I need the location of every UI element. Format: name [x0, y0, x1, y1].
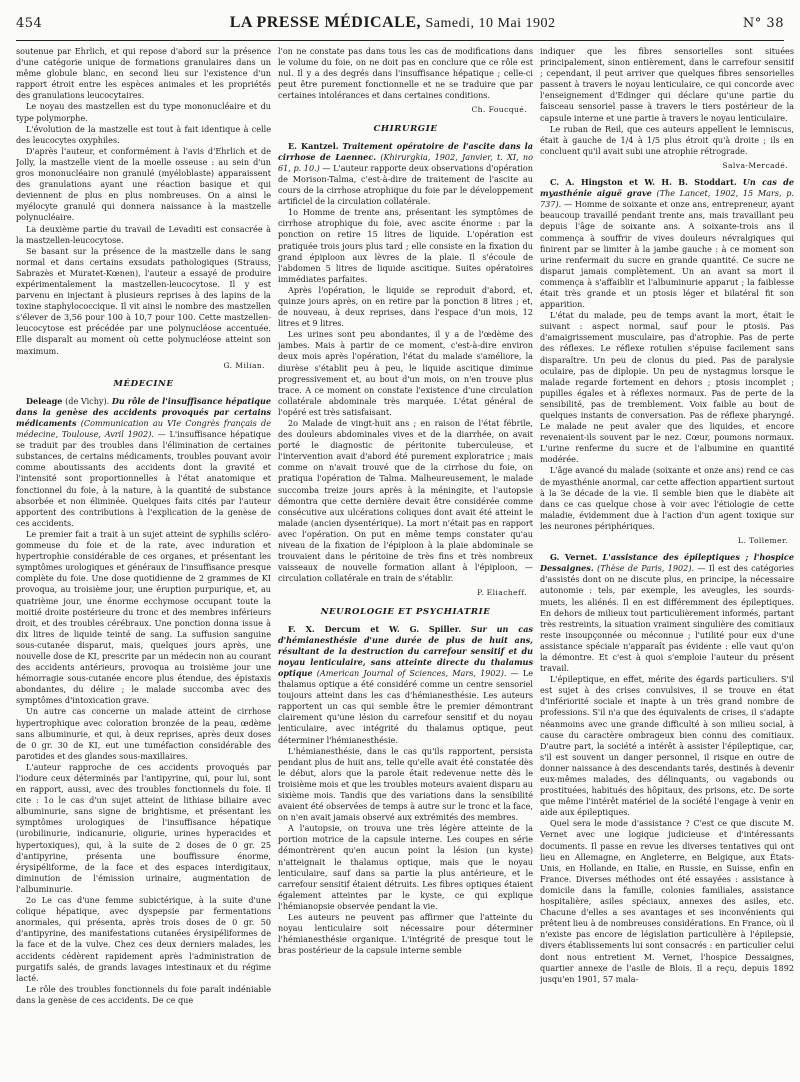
- paragraph: Un autre cas concerne un malade atteint de cirrhose hypertrophique avec coloration bronzée de la peau, œdème sans albuminurie, et qui, à deux reprises, après deux doses de 0 gr. 30 de KI, eut une tuméfaction considérable des parotides et des glandes sous-maxillaires.: [16, 706, 271, 761]
- article-author: F. X. Dercum et W. G. Spiller.: [288, 623, 462, 634]
- paragraph: Se basant sur la présence de la mastzelle dans le sang normal et dans certains exsudats pathologiques (Strauss, Sabrazès et Muratet-Kœnen), l'auteur a essayé de produire expérimentalement la mastzellen-leucocytose. Il y est parvenu en injectant à plusieurs reprises à des lapins de la toxine staphylococcique. Il vit ainsi le nombre des mastzellen s'élever de 3,56 pour 100 à 10,7 pour 100. Cette mastzellen-leucocytose est précédée par une polynucléose accentuée. Elle disparaît au moment où cette polynucléose atteint son maximum.: [16, 245, 271, 356]
- article-author: E. Kantzel.: [288, 140, 339, 151]
- paragraph: Quel sera le mode d'assistance ? C'est ce que discute M. Vernet avec une logique judicieuse et d'intéressants documents. Il passe en revue les diverses tentatives qui ont lieu en Allemagne, en Angleterre, en Belgique, aux États-Unis, en Hollande, en Italie, en Russie, en Suisse, enfin en France. Diverses méthodes ont été essayées : assistance à domicile dans la famille, colonies familiales, assistance hospitalière, asiles spéciaux, annexes des asiles, etc. Chacune d'elles a ses avantages et ses inconvénients qui prêtent lieu à de nombreuses considérations. En France, où il n'existe pas encore de législation particulière à l'épilepsie, divers établissements lui sont consacrés : en particulier celui dont nous entretient M. Vernet, l'hospice Dessaignes, quartier annexe de l'asile de Blois. Il a reçu, depuis 1892 jusqu'en 1901, 57 mala-: [540, 818, 794, 984]
- article-author: C. A. Hingston et W. H. B. Stoddart.: [550, 177, 737, 188]
- article-citation: (Khirurgkia, 1902, Janvier, t. XI, no 61, p. 10.): [278, 151, 533, 173]
- paragraph: La deuxième partie du travail de Levaditi est consacrée à la mastzellen-leucocytose.: [16, 223, 271, 245]
- paragraph: Les urines sont peu abondantes, il y a de l'œdème des jambes. Mais à partir de ce moment, c'est-à-dire environ deux mois après l'opération, l'état du malade s'améliore, la diurèse s'établit peu à peu, le liquide ascitique diminue progressivement et, au bout d'un mois, on n'en trouve plus trace. A ce moment on constate l'existence d'une circulation collatérale abdominale très marquée. L'état général de l'opéré est très satisfaisant.: [278, 329, 533, 417]
- article-title: Du rôle de l'insuffisance hépatique dans la genèse des accidents provoqués par certains médicaments: [16, 395, 271, 428]
- paragraph: L'évolution de la mastzelle est tout à fait identique à celle des leucocytes oxyphiles.: [16, 123, 271, 145]
- article-author: G. Vernet.: [550, 552, 598, 563]
- article-citation: (Thèse de Paris, 1902).: [597, 563, 695, 574]
- paragraph: 2o Le cas d'une femme subictérique, à la suite d'une colique hépatique, avec dyspepsie par fermentations anormales, qui présenta, après trois doses de 0 gr. 50 d'antipyrine, des manifestations cutanées érysipéliformes de la face et de la vulve. Chez ces deux derniers malades, les accidents cédèrent rapidement après l'administration de purgatifs salés, de grands lavages intestinaux et du régime lacté.: [16, 895, 271, 983]
- paragraph: Les auteurs ne peuvent pas affirmer que l'atteinte du noyau lenticulaire soit nécessaire pour déterminer l'hémianesthésie organique. L'intégrité de presque tout le bras postérieur de la capsule interne semble: [278, 912, 533, 956]
- paragraph: 2o Malade de vingt-huit ans ; en raison de l'état fébrile, des douleurs abdominales vives et de la diarrhée, on avait porté le diagnostic de péritonite tuberculeuse, et l'intervention avait d'abord été purement exploratrice ; mais comme on n'avait trouvé que de la cirrhose du foie, on pratiqua l'opération de Talma. Malheureusement, le malade succomba treize jours après à la méningite, et l'autopsie démontra que cette dernière devait être considérée comme consécutive aux ulcérations coliques dont avait été atteint le malade (ancien dysentérique). La mort n'était pas en rapport avec l'opération. On put en même temps constater qu'au niveau de la fixation de l'épiploon à la plaie abdominale se trouvaient dans le péritoine de très fins et très nombreux vaisseaux de nouvelle formation allant à l'épiploon, — circulation collatérale en train de s'établir.: [278, 418, 533, 584]
- article-title: Un cas de myasthénie aiguë grave: [540, 177, 794, 199]
- author-signature: L. Tollemer.: [738, 536, 788, 546]
- paragraph: Le rôle des troubles fonctionnels du foie paraît indéniable dans la genèse de ces accidents. De ce que: [16, 983, 271, 1005]
- page-number: 454: [16, 16, 43, 31]
- paragraph: soutenue par Ehrlich, et qui repose d'abord sur la présence d'une catégorie unique de formations granulaires dans un même globule blanc, en second lieu sur l'existence d'un rapport étroit entre les espèces animales et les propriétés des granulations leucocytaires.: [16, 46, 271, 101]
- paragraph: L'hémianesthésie, dans le cas qu'ils rapportent, persista pendant plus de huit ans, telle qu'elle avait été constatée dès le début, alors que la parole était redevenue nette dès le troisième mois et que les troubles moteurs avaient disparu au sixième mois. Tandis que des variations dans la sensibilité avaient été observées de temps à autre sur le tronc et la face, on n'en avait jamais observé aux extrémités des membres.: [278, 745, 533, 823]
- article-text: — L'auteur rapporte deux observations d'opération de Morison-Talma, c'est-à-dire de traitement de l'ascite au cours de la cirrhose atrophique du foie par le développement artificiel de la circulation collatérale.: [278, 162, 533, 207]
- section-heading: CHIRURGIE: [373, 123, 438, 134]
- paragraph: L'épileptique, en effet, mérite des égards particuliers. S'il est sujet à des crises convulsives, il se trouve en état d'infériorité sociale et inapte à un très grand nombre de professions. S'il n'a que des équivalents de crises, il s'adapte néanmoins avec une grande difficulté à son milieu social, à cause du caractère ombrageux bien connu des comitiaux. D'autre part, la société a intérêt à assister l'épileptique, car, s'il est souvent un danger personnel, il risque en outre de donner naissance à des descendants tarés, destinés à devenir eux-mêmes malades, des délinquants, ou vagabonds ou prostituées, habitués des hôpitaux, des prisons, etc. De sorte que même l'intérêt matériel de la société l'engage à venir en aide aux épileptiques.: [540, 674, 794, 818]
- section-heading: MÉDECINE: [113, 378, 174, 389]
- author-signature: Ch. Foucqué.: [471, 105, 527, 115]
- article-title: Sur un cas d'hémianesthésie d'une durée de plus de huit ans, résultant de la destruction du carrefour sensitif et du noyau lenticulaire, sans atteinte directe du thalamus optique: [278, 623, 533, 678]
- paragraph: l'on ne constate pas dans tous les cas de modifications dans le volume du foie, on ne doit pas en conclure que ce rôle est nul. Il y a des degrés dans l'insuffisance hépatique ; celle-ci peut être purement fonctionnelle et ne se traduire que par certaines intolérances et dans certaines conditions.: [278, 46, 533, 101]
- issue-date: Samedi, 10 Mai 1902: [425, 16, 556, 31]
- paragraph: A l'autopsie, on trouva une très légère atteinte de la portion motrice de la capsule interne. Les coupes en série démontrèrent qu'en aucun point la lésion (un kyste) n'atteignait le thalamus optique, mais que le noyau lenticulaire, sauf dans sa partie la plus antérieure, et le carrefour sensitif étaient détruits. Les fibres optiques étaient également atteintes par le kyste, ce qui explique l'hémianopsie observée pendant la vie.: [278, 823, 533, 911]
- article-text: — Le thalamus optique a été considéré comme un centre sensoriel toujours atteint dans les cas d'hémianesthésie. Les auteurs rapportent un cas qui semble être le premier démontrant clairement qu'une lésion du carrefour sensitif et du noyau lenticulaire, avec intégrité du thalamus optique, peut déterminer l'hémianesthésie.: [278, 667, 533, 745]
- article-text: — Homme de soixante et onze ans, entrepreneur, ayant beaucoup travaillé pendant trente ans, mais travaillant peu depuis l'âge de soixante ans. A soixante-trois ans il commença à souffrir de vives douleurs névralgiques qui finirent par se limiter à la jambe gauche : à ce moment son urine renfermait du sucre en grande quantité. Ce sucre ne disparut jamais complètement. Un an avant sa mort il commença à s'affaiblir et l'albuminurie apparut ; la faiblesse était très grande et un ptosis léger et bilatéral fit son apparition.: [540, 199, 794, 310]
- paragraph: L'âge avancé du malade (soixante et onze ans) rend ce cas de myasthénie anormal, car cette affection appartient surtout à la 3e décade de la vie. Il semble bien que le diabète ait dans ce cas quelque chose à voir avec l'étiologie de cette maladie, évidemment due à l'action d'un agent toxique sur les neurones périphériques.: [540, 465, 794, 531]
- column-2: [278, 46, 533, 1078]
- paragraph: indiquer que les fibres sensorielles sont situées principalement, sinon entièrement, dans le carrefour sensitif ; cependant, il peut arriver que quelques fibres sensorielles passent à travers le noyau lenticulaire, ce qui concorde avec l'enseignement d'Edinger qui déclare qu'une partie du faisceau sensoriel passe à travers le tiers postérieur de la capsule interne et une partie à travers le noyau lenticulaire.: [540, 46, 794, 123]
- issue-number: N° 38: [742, 16, 784, 31]
- journal-masthead: [230, 14, 556, 32]
- article-text: — L'insuffisance hépatique se traduit par des troubles dans l'élimination de certaines substances, de certains médicaments, troubles pouvant avoir comme aboutissants des accidents dont la gravité et l'intensité sont proportionnelles à l'état anatomique et fonctionnel du foie, à la nature, à la quantité de substance absorbée et non éliminée. Quelques faits cités par l'auteur apportent des contributions à l'explication de la genèse de ces accidents.: [16, 429, 271, 528]
- article-author: Deleage: [26, 395, 63, 406]
- article-title: Traitement opératoire de l'ascite dans la cirrhose de Laennec.: [278, 140, 533, 162]
- text-columns: [16, 46, 794, 1078]
- paragraph: Le premier fait a trait à un sujet atteint de syphilis scléro-gommeuse du foie et de la rate, avec induration et hypertrophie considérable de ces organes, et présentant les symptômes urologiques et généraux de l'insuffisance presque complète du foie. Une dose quotidienne de 2 grammes de KI provoqua, au troisième jour, une éruption purpurique, et, au quatrième jour, une énorme ecchymose occupant toute la moitié droite postérieure du tronc et des membres inférieurs droit, et des troubles cérébraux. Une ponction donna issue à dix litres de liquide teinté de sang. La suffusion sanguine sous-cutanée disparut, mais, quelques jours après, une nouvelle dose de KI, prescrite par un médecin non au courant des accidents antérieurs, provoqua au troisième jour une hémorragie sous-cutanée encore plus étendue, des épistaxis abondantes, du délire ; le malade succomba avec des symptômes d'intoxication grave.: [16, 528, 271, 706]
- article-intro: [540, 177, 794, 310]
- author-signature: Salva-Mercadé.: [722, 160, 788, 170]
- article-text: — Il est des catégories d'assistés dont on ne discute plus, en principe, la nécessaire autonomie : tels, par exemple, les aveugles, les sourds-muets, les aliénés. Il en est différemment des épileptiques. En dehors de milieux tout particulièrement informés, partant très restreints, la situation vraiment singulière des comitiaux reste insoupçonnée ou méconnue ; l'utilité pour eux d'une assistance spéciale n'apparaît pas évidente : elle vaut qu'on la démontre. Et c'est à quoi s'emploie l'auteur du présent travail.: [540, 563, 794, 674]
- article-intro: [540, 552, 794, 674]
- article-author-place: (de Vichy).: [65, 395, 110, 406]
- paragraph: Après l'opération, le liquide se reproduit d'abord, et, quinze jours après, on en retire par la ponction 8 litres ; et, de nouveau, à deux reprises, dans l'espace d'un mois, 12 litres et 9 litres.: [278, 284, 533, 329]
- author-signature: P. Eliacheff.: [477, 588, 527, 598]
- author-signature: G. Milian.: [223, 360, 265, 370]
- article-citation: (Communication au VIe Congrès français de médecine, Toulouse, Avril 1902).: [16, 418, 271, 440]
- article-title: L'assistance des épileptiques ; l'hospice Dessaignes.: [540, 552, 794, 574]
- header-rule: [16, 40, 784, 41]
- article-citation: (American Journal of Sciences, Mars, 1902).: [316, 667, 507, 678]
- paragraph: Le ruban de Reil, que ces auteurs appellent le lemniscus, était à gauche de 1/4 à 1/5 plus étroit qu'à droite ; ils en concluent qu'il avait subi une atrophie rétrograde.: [540, 123, 794, 156]
- paragraph: 1o Homme de trente ans, présentant les symptômes de cirrhose atrophique du foie, avec ascite énorme : par la ponction on retire 15 litres de liquide. L'opération est pratiquée trois jours plus tard ; elle consiste en la fixation du grand épiploon aux lèvres de la plaie. Il s'écoule de l'abdomen 5 litres de liquide ascitique. Suites opératoires immédiates parfaites.: [278, 207, 533, 284]
- article-citation: (The Lancet, 1902, 15 Mars, p. 737).: [540, 188, 794, 210]
- article-intro: [278, 624, 533, 746]
- paragraph: D'après l'auteur, et conformément à l'avis d'Ehrlich et de Jolly, la mastzelle vient de la moelle osseuse : au sein d'un gros mononucléaire non granulé (myéloblaste) apparaissent des granulations ayant une réaction basique et qui deviennent de plus en plus nombreuses. On a ainsi le myélocyte granulé qui donnera naissance à la mastzelle polynucléaire.: [16, 145, 271, 223]
- paragraph: L'auteur rapproche de ces accidents provoqués par l'iodure ceux déterminés par l'antipyrine, qui, pour lui, sont en rapport, aussi, avec des troubles fonctionnels du foie. Il cite : 1o le cas d'un sujet atteint de lithiase biliaire avec albuminurie, sans signe de brightisme, et présentant les symptômes urologiques de l'insuffisance hépatique (urobilinurie, indicanurie, oligurie, urines hyperacides et hypertoxiques), qui, à la suite de 2 doses de 0 gr. 25 d'antipyrine, présenta une bouffissure énorme, érysipéliforme, de la face et des espaces interdigitaux, diminution de l'émission urinaire, augmentation de l'albuminurie.: [16, 761, 271, 894]
- article-intro: [278, 141, 533, 208]
- article-intro: [16, 396, 271, 529]
- journal-title: LA PRESSE MÉDICALE,: [229, 14, 422, 31]
- section-heading: NEUROLOGIE ET PSYCHIATRIE: [320, 606, 491, 617]
- paragraph: Le noyau des mastzellen est du type mononucléaire et du type polymorphe.: [16, 101, 271, 123]
- column-3: [540, 46, 794, 1078]
- paragraph: L'état du malade, peu de temps avant la mort, était le suivant : aspect normal, sauf pour le ptosis. Pas d'amaigrissement musculaire, pas d'atrophie. Pas de perte des réflexes. Le réflexe rotulien s'épuise facilement sans disparaître. Un peu de clonus du pied. Pas de paralysie oculaire, pas de diplopie. Un peu de nystagmus lorsque le malade regarde fortement en dehors ; ptosis incomplet ; pupilles égales et à réflexes normaux. Pas de perte de la sensibilité, pas de tremblement. Voix faible au bout de quelques instants de conversation. Pas de réflexe pharyngé. Le malade ne peut avaler que des liquides, et encore revenaient-ils souvent par le nez. Cœur, poumons normaux. L'urine renferme du sucre et de l'albumine en quantité modérée.: [540, 310, 794, 465]
- column-1: [16, 46, 271, 1078]
- page-header: [16, 14, 784, 36]
